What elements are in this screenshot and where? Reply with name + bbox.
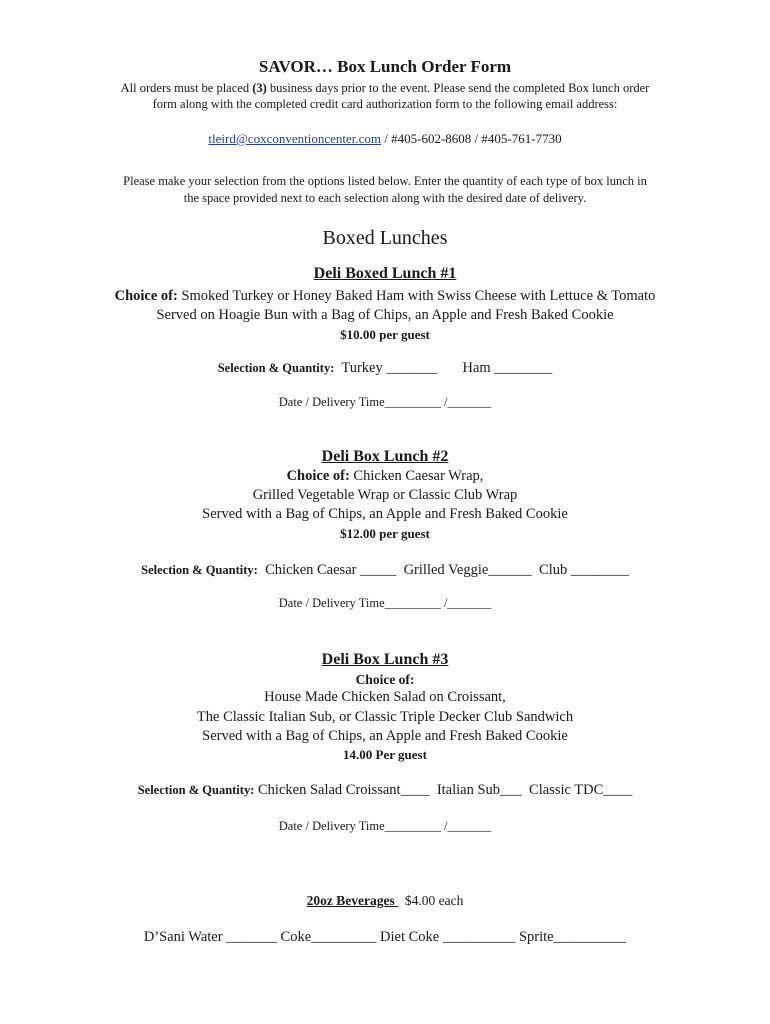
beverages-heading: 20oz Beverages	[306, 893, 399, 908]
email-link[interactable]: tleird@coxconventioncenter.com	[208, 131, 382, 146]
lunch3-selection-label: Selection & Quantity:	[137, 783, 255, 797]
lunch1-heading: Deli Boxed Lunch #1	[313, 265, 457, 282]
intro-text-a: All orders must be placed	[120, 81, 253, 95]
beverages-header	[0, 892, 770, 910]
lunch2-price: $12.00 per guest	[340, 526, 430, 541]
phone-numbers: / #405-602-8608 / #405-761-7730	[381, 131, 562, 146]
lunch3-choice-label: Choice of:	[355, 672, 415, 687]
lunch2-selection	[0, 562, 770, 579]
lunch1-selection-label: Selection & Quantity:	[217, 361, 335, 375]
lunch2-heading: Deli Box Lunch #2	[321, 448, 449, 465]
lunch3-selection	[0, 782, 770, 799]
selection-instructions-2: the space provided next to each selection along with the desired date of delivery.	[183, 191, 587, 205]
lunch1-served: Served on Hoagie Bun with a Bag of Chips, an Apple and Fresh Baked Cookie	[156, 307, 614, 323]
lunch1-date-field[interactable]: Date / Delivery Time_________ /_______	[278, 395, 492, 409]
lunch1-price: $10.00 per guest	[340, 327, 430, 342]
lunch3-price: 14.00 Per guest	[343, 747, 427, 762]
lunch2-date-field[interactable]: Date / Delivery Time_________ /_______	[278, 596, 492, 610]
lunch2-line2: Grilled Vegetable Wrap or Classic Club Wrap	[252, 487, 518, 503]
lunch1-choice	[0, 288, 770, 305]
lunch2-options[interactable]: Chicken Caesar _____ Grilled Veggie______ Club ________	[257, 562, 629, 578]
lunch1-selection	[0, 360, 770, 377]
form-title: SAVOR… Box Lunch Order Form	[258, 57, 512, 76]
lunch1-options[interactable]: Turkey _______ Ham ________	[334, 360, 553, 376]
beverages-options[interactable]: D’Sani Water _______ Coke_________ Diet Coke __________ Sprite__________	[143, 929, 627, 945]
lunch2-choice-text: Chicken Caesar Wrap,	[349, 468, 484, 484]
lunch2-served: Served with a Bag of Chips, an Apple and Fresh Baked Cookie	[202, 506, 568, 522]
beverages-price: $4.00 each	[398, 893, 464, 908]
lunch2-choice-label: Choice of:	[286, 468, 350, 484]
lunch3-line1: House Made Chicken Salad on Croissant,	[264, 689, 506, 705]
intro-line-2: form along with the completed credit card authorization form to the following email address:	[152, 97, 618, 111]
lunch3-heading: Deli Box Lunch #3	[321, 651, 449, 668]
lunch3-line2: The Classic Italian Sub, or Classic Triple Decker Club Sandwich	[196, 709, 574, 725]
lunch2-selection-label: Selection & Quantity:	[141, 563, 258, 577]
lunch3-served: Served with a Bag of Chips, an Apple and Fresh Baked Cookie	[202, 728, 568, 744]
intro-days-bold: (3)	[252, 81, 267, 95]
selection-instructions-1: Please make your selection from the options listed below. Enter the quantity of each type of box lunch in	[123, 174, 647, 188]
intro-text-b: business days prior to the event. Please send the completed Box lunch order	[266, 81, 650, 95]
lunch1-choice-text: Smoked Turkey or Honey Baked Ham with Swiss Cheese with Lettuce & Tomato	[177, 288, 656, 304]
contact-line	[0, 131, 770, 147]
intro-line-1	[0, 81, 770, 96]
lunch3-options[interactable]: Chicken Salad Croissant____ Italian Sub___ Classic TDC____	[254, 782, 633, 798]
lunch1-choice-label: Choice of:	[114, 288, 178, 304]
section-title: Boxed Lunches	[322, 227, 448, 249]
lunch3-date-field[interactable]: Date / Delivery Time_________ /_______	[278, 819, 492, 833]
lunch2-choice	[0, 468, 770, 485]
